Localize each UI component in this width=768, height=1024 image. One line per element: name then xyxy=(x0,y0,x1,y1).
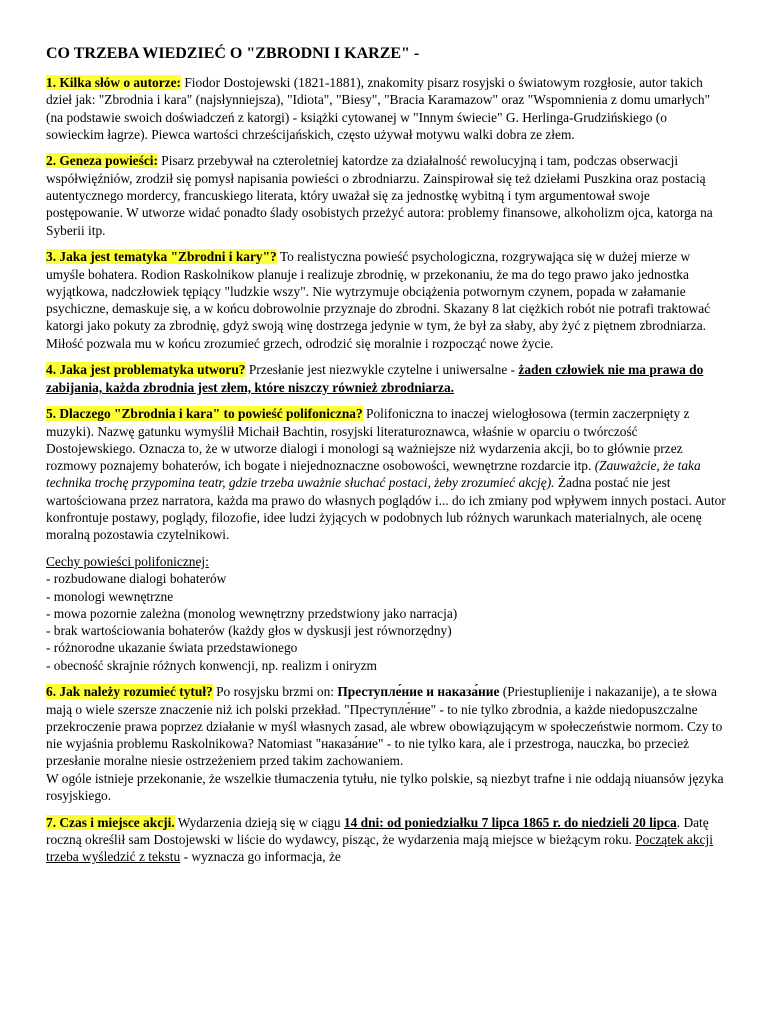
section-text: - wyznacza go informacja, że xyxy=(180,849,341,865)
section-text: Fiodor Dostojewski (1821-1881), znakomity pisarz rosyjski o światowym rozgłosie, autor takich dzieł jak: "Zbrodnia i kara" (najsłynniejsza), "Idiota", "Biesy", "Bracia Karamazow" oraz "Wspomnienia z domu umarłych" (na podstawie swoich doświadczeń z katorgi) - książki cytowanej w "Innym świecie" G. Herlinga-Grudzińskiego (o sowieckim łagrze). Piewca wartości chrześcijańskich, często używał motywu walki dobra ze złem. xyxy=(46,75,711,142)
section-text: (Priestuplienije i nakazanije), a te słowa mają o wiele szersze znaczenie niż ich polski przekład. "Преступле́ние" - to nie tylko zbrodnia, a każde niedopuszczalne przekroczenie prawa poprzez działanie w myśl własnych zasad, ale wbrew obowiązującym w społeczeństwie normom. Czy to nie wyjaśnia problemu Raskolnikowa? Natomiast "наказа́ние" - to nie tylko kara, ale i przestroga, nauczka, bo przecież przesłanie moralne niesie ostrzeżeniem przed takim zachowaniem. xyxy=(46,684,723,769)
section-text: Żadna postać nie jest wartościowana przez narratora, każda ma prawo do własnych poglądów i... do ich zmiany pod wpływem innych postaci. Autor konfrontuje postawy, poglądy, filozofie, idee ludzi żyjących w podobnych lub różnych warunkach materialnych, ale ocenę moralną pozostawia czytelnikowi. xyxy=(46,475,726,543)
key-message: żaden człowiek nie ma prawa do zabijania, każda zbrodnia jest złem, które niszczy również zbrodniarza. xyxy=(46,362,704,395)
underlined-note: Początek akcji trzeba wyśledzić z tekstu xyxy=(46,831,713,865)
section-text: Przesłanie jest niezwykle czytelne i uniwersalne - xyxy=(245,362,519,378)
list-item: - obecność skrajnie różnych konwencji, np. realizm i oniryzm xyxy=(46,657,377,673)
list-item: - monologi wewnętrzne xyxy=(46,588,174,604)
list-item: - brak wartościowania bohaterów (każdy głos w dyskusji jest równorzędny) xyxy=(46,623,452,639)
section-heading: 3. Jaka jest tematyka "Zbrodni i kary"? xyxy=(46,249,277,265)
features-list xyxy=(46,570,726,674)
section-text: Polifoniczna to inaczej wielogłosowa (termin zaczerpnięty z muzyki). Nazwę gatunku wymyślił Michaił Bachtin, rosyjski literaturoznawca, właśnie w oparciu o twórczość Dostojewskiego. Oznacza to, że w utworze dialogi i monologi są ważniejsze niż wydarzenia akcji, bo to głównie przez rozmowy poznajemy bohaterów, ich bogate i niejednoznaczne osobowości, wewnętrzne rozdarcie itp. xyxy=(46,406,690,474)
list-item: - różnorodne ukazanie świata przedstawionego xyxy=(46,640,298,656)
title-meaning-paragraph xyxy=(46,683,726,769)
italic-note: (Zauważcie, że taka technika trochę przypomina teatr, gdzie trzeba uważnie słuchać postaci, żeby zrozumieć akcję). xyxy=(46,458,701,491)
section-title-meaning xyxy=(46,683,726,804)
date-range: 14 dni: od poniedziałku 7 lipca 1865 r. do niedzieli 20 lipca xyxy=(343,814,677,830)
features-heading: Cechy powieści polifonicznej: xyxy=(46,553,209,569)
section-text: . Datę roczną określił sam Dostojewski w liście do wydawcy, pisząc, że wydarzenia mają miejsce w bieżącym roku. xyxy=(46,814,709,847)
russian-title: Преступле́ние и наказа́ние xyxy=(337,684,500,700)
list-item: - mowa pozornie zależna (monolog wewnętrzny przedstwiony jako narracja) xyxy=(46,605,458,621)
section-author xyxy=(46,74,726,143)
document-page xyxy=(46,44,726,875)
section-text: Wydarzenia dzieją się w ciągu xyxy=(174,814,344,830)
section-heading: 6. Jak należy rozumieć tytuł? xyxy=(46,684,213,700)
section-heading: 1. Kilka słów o autorze: xyxy=(46,75,182,90)
section-heading: 4. Jaka jest problematyka utworu? xyxy=(46,362,246,378)
section-heading: 7. Czas i miejsce akcji. xyxy=(46,814,175,830)
polyphonic-features xyxy=(46,553,726,674)
list-item: - rozbudowane dialogi bohaterów xyxy=(46,571,227,587)
section-heading: 5. Dlaczego "Zbrodnia i kara" to powieść polifoniczna? xyxy=(46,406,363,422)
section-problems xyxy=(46,361,726,396)
section-time-place xyxy=(46,814,726,866)
section-text: Po rosyjsku brzmi on: xyxy=(212,684,338,700)
section-polyphonic xyxy=(46,405,726,543)
section-text: W ogóle istnieje przekonanie, że wszelkie tłumaczenia tytułu, nie tylko polskie, są niezbyt trafne i nie oddają niuansów języka rosyjskiego. xyxy=(46,770,724,804)
section-theme xyxy=(46,248,726,352)
section-text: To realistyczna powieść psychologiczna, rozgrywająca się w dużej mierze w umyśle bohatera. Rodion Raskolnikow planuje i realizuje zbrodnię, w przekonaniu, że ma do tego prawo jako jednostka wyjątkowa, nadczłowiek tępiący "ludzkie wszy". Nie wytrzymuje obciążenia potwornym czynem, popada w załamanie psychiczne, demaskuje się, a w końcu dobrowolnie przyznaje do zbrodni. Skazany 8 lat ciężkich robót nie potrafi traktować katorgi jako pokuty za zbrodnię, gdyż swoją winę dostrzega jedynie w tym, że był za słaby, aby żyć z piętnem zbrodniarza. Miłość pozwala mu w końcu zrozumieć grzech, odrodzić się moralnie i rozpocząć nowe życie. xyxy=(46,249,711,351)
section-text: Pisarz przebywał na czteroletniej katordze za działalność rewolucyjną i tam, podczas obserwacji współwięźniów, zrodził się pomysł napisania powieści o zbrodniarzu. Zainspirował się też dziełami Puszkina oraz postacią autentycznego mordercy, francuskiego literata, który uważał się za jednostkę wybitną i tym argumentował swoje postępowanie. W utworze widać ponadto ślady osobistych przeżyć autora: problemy finansowe, alkoholizm ojca, katorga na Syberii itp. xyxy=(46,153,713,238)
section-heading: 2. Geneza powieści: xyxy=(46,153,158,169)
document-title: CO TRZEBA WIEDZIEĆ O "ZBRODNI I KARZE" - xyxy=(46,45,420,62)
section-genesis xyxy=(46,152,726,238)
